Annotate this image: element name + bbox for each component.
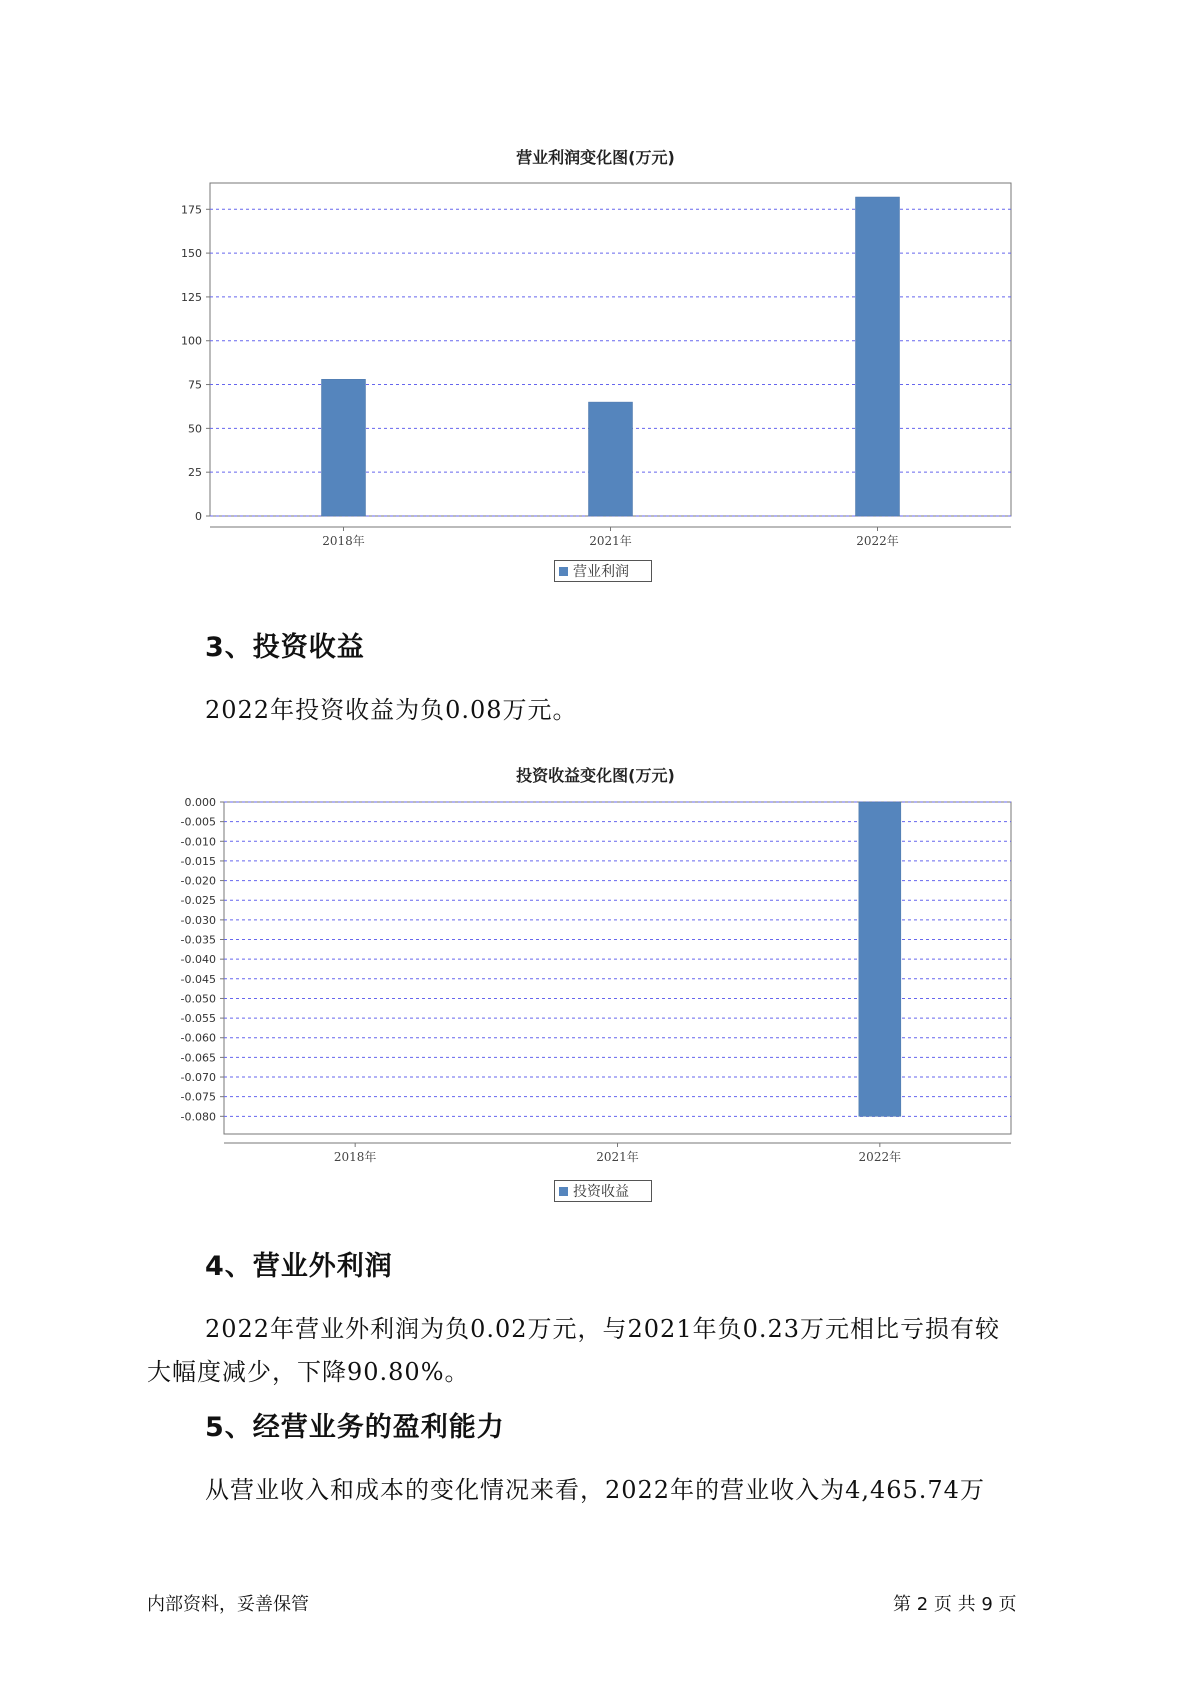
- section4-text-line2: 大幅度减少，下降90.80%。: [147, 1358, 470, 1386]
- chart2-ytick-label: -0.025: [180, 894, 216, 908]
- chart1-ytick-label: 150: [181, 247, 202, 261]
- chart2-ytick-label: -0.080: [180, 1110, 216, 1124]
- chart1-ytick-label: 100: [181, 334, 202, 348]
- chart2-ytick-label: -0.015: [180, 854, 216, 868]
- chart1-ytick-label: 75: [188, 378, 202, 392]
- chart2-bar: [859, 802, 901, 1116]
- footer-page-number: 第 2 页 共 9 页: [893, 1594, 1017, 1615]
- footer-confidential: 内部资料，妥善保管: [147, 1594, 309, 1615]
- chart2-xtick-label: 2018年: [333, 1150, 377, 1164]
- chart2-legend-label: 投资收益: [573, 1184, 629, 1200]
- chart2-ytick-label: -0.010: [180, 835, 216, 849]
- chart1-ytick-label: 125: [181, 290, 202, 304]
- section5-heading: 5、经营业务的盈利能力: [205, 1412, 505, 1443]
- chart2-ytick-label: -0.070: [180, 1071, 216, 1085]
- chart1-title: 营业利润变化图(万元): [516, 148, 675, 167]
- chart2-xtick-label: 2022年: [858, 1150, 902, 1164]
- chart2-ytick-label: -0.020: [180, 874, 216, 888]
- chart2-ytick-label: 0.000: [184, 796, 216, 809]
- section5-text-line1: 从营业收入和成本的变化情况来看，2022年的营业收入为4,465.74万: [205, 1476, 985, 1504]
- chart1-xtick-label: 2021年: [589, 534, 632, 548]
- section4-text-line1: 2022年营业外利润为负0.02万元，与2021年负0.23万元相比亏损有较: [205, 1315, 1001, 1343]
- chart2-ytick-label: -0.050: [180, 992, 216, 1006]
- chart1-ytick-label: 25: [188, 466, 202, 480]
- chart2-ytick-label: -0.045: [180, 972, 216, 986]
- chart1-xtick-label: 2022年: [856, 534, 899, 548]
- chart2-ytick-label: -0.075: [180, 1090, 216, 1104]
- section3-heading: 3、投资收益: [205, 632, 365, 663]
- chart2-ytick-label: -0.040: [180, 953, 216, 967]
- chart2-ytick-label: -0.030: [180, 913, 216, 927]
- chart2-ytick-label: -0.005: [180, 815, 216, 829]
- chart2-ytick-label: -0.035: [180, 933, 216, 947]
- legend-swatch-icon: [559, 1187, 568, 1196]
- section4-heading: 4、营业外利润: [205, 1251, 393, 1282]
- section3-text: 2022年投资收益为负0.08万元。: [205, 696, 578, 724]
- chart2-ytick-label: -0.065: [180, 1051, 216, 1065]
- chart1-ytick-label: 0: [195, 510, 202, 523]
- chart1-ytick-label: 175: [181, 203, 202, 217]
- chart1-legend-label: 营业利润: [573, 564, 629, 580]
- chart2-ytick-label: -0.055: [180, 1012, 216, 1026]
- chart1-xtick-label: 2018年: [322, 534, 365, 548]
- chart2-title: 投资收益变化图(万元): [516, 766, 675, 785]
- chart2-ytick-label: -0.060: [180, 1031, 216, 1045]
- chart2-legend: [554, 1180, 652, 1202]
- chart1-ytick-label: 50: [188, 422, 202, 436]
- chart2-xtick-label: 2021年: [596, 1150, 639, 1164]
